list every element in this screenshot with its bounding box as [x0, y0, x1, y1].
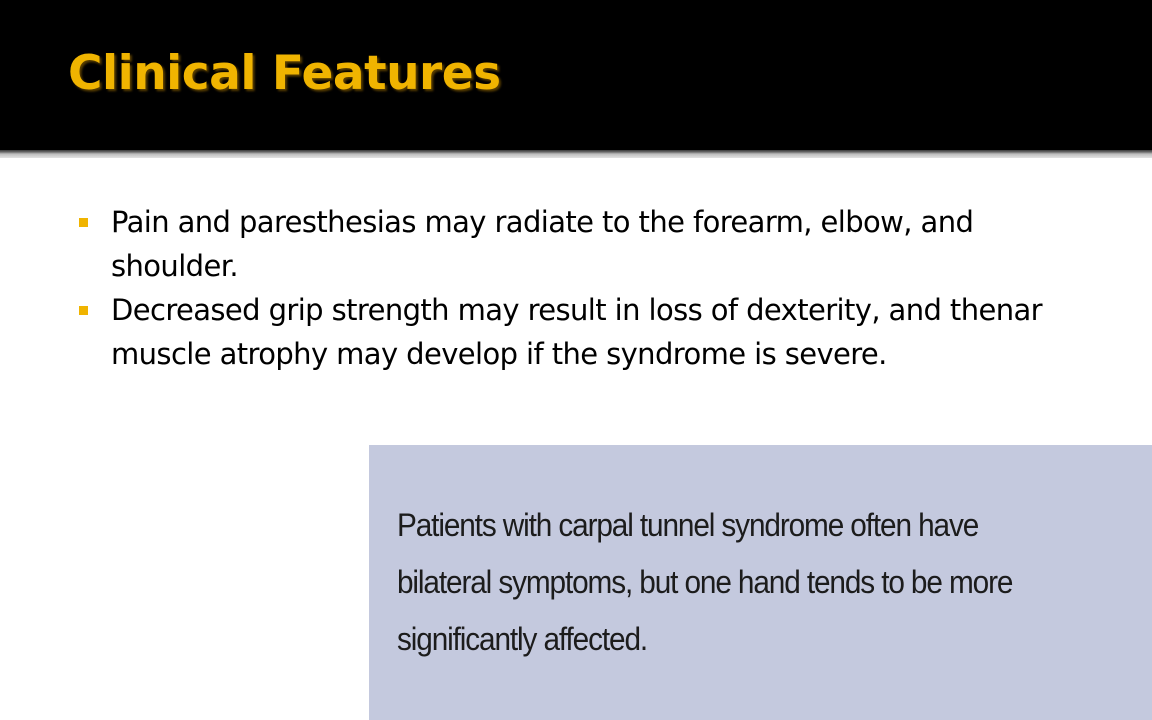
slide-title: Clinical Features: [68, 46, 501, 101]
note-text: Patients with carpal tunnel syndrome often have bilateral symptoms, but one hand tends to be more significantly affected.: [397, 507, 1013, 657]
title-bar: [0, 0, 1152, 150]
note-box: [369, 445, 1152, 720]
bullet-text: Pain and paresthesias may radiate to the forearm, elbow, and shoulder.: [111, 205, 974, 283]
square-bullet-icon: [79, 306, 88, 315]
bullet-item: [76, 288, 1086, 376]
bullet-list: [76, 200, 1086, 376]
square-bullet-icon: [79, 218, 88, 227]
title-divider: [0, 150, 1152, 158]
bullet-item: [76, 200, 1086, 288]
bullet-text: Decreased grip strength may result in loss of dexterity, and thenar muscle atrophy may develop if the syndrome is severe.: [111, 293, 1043, 371]
